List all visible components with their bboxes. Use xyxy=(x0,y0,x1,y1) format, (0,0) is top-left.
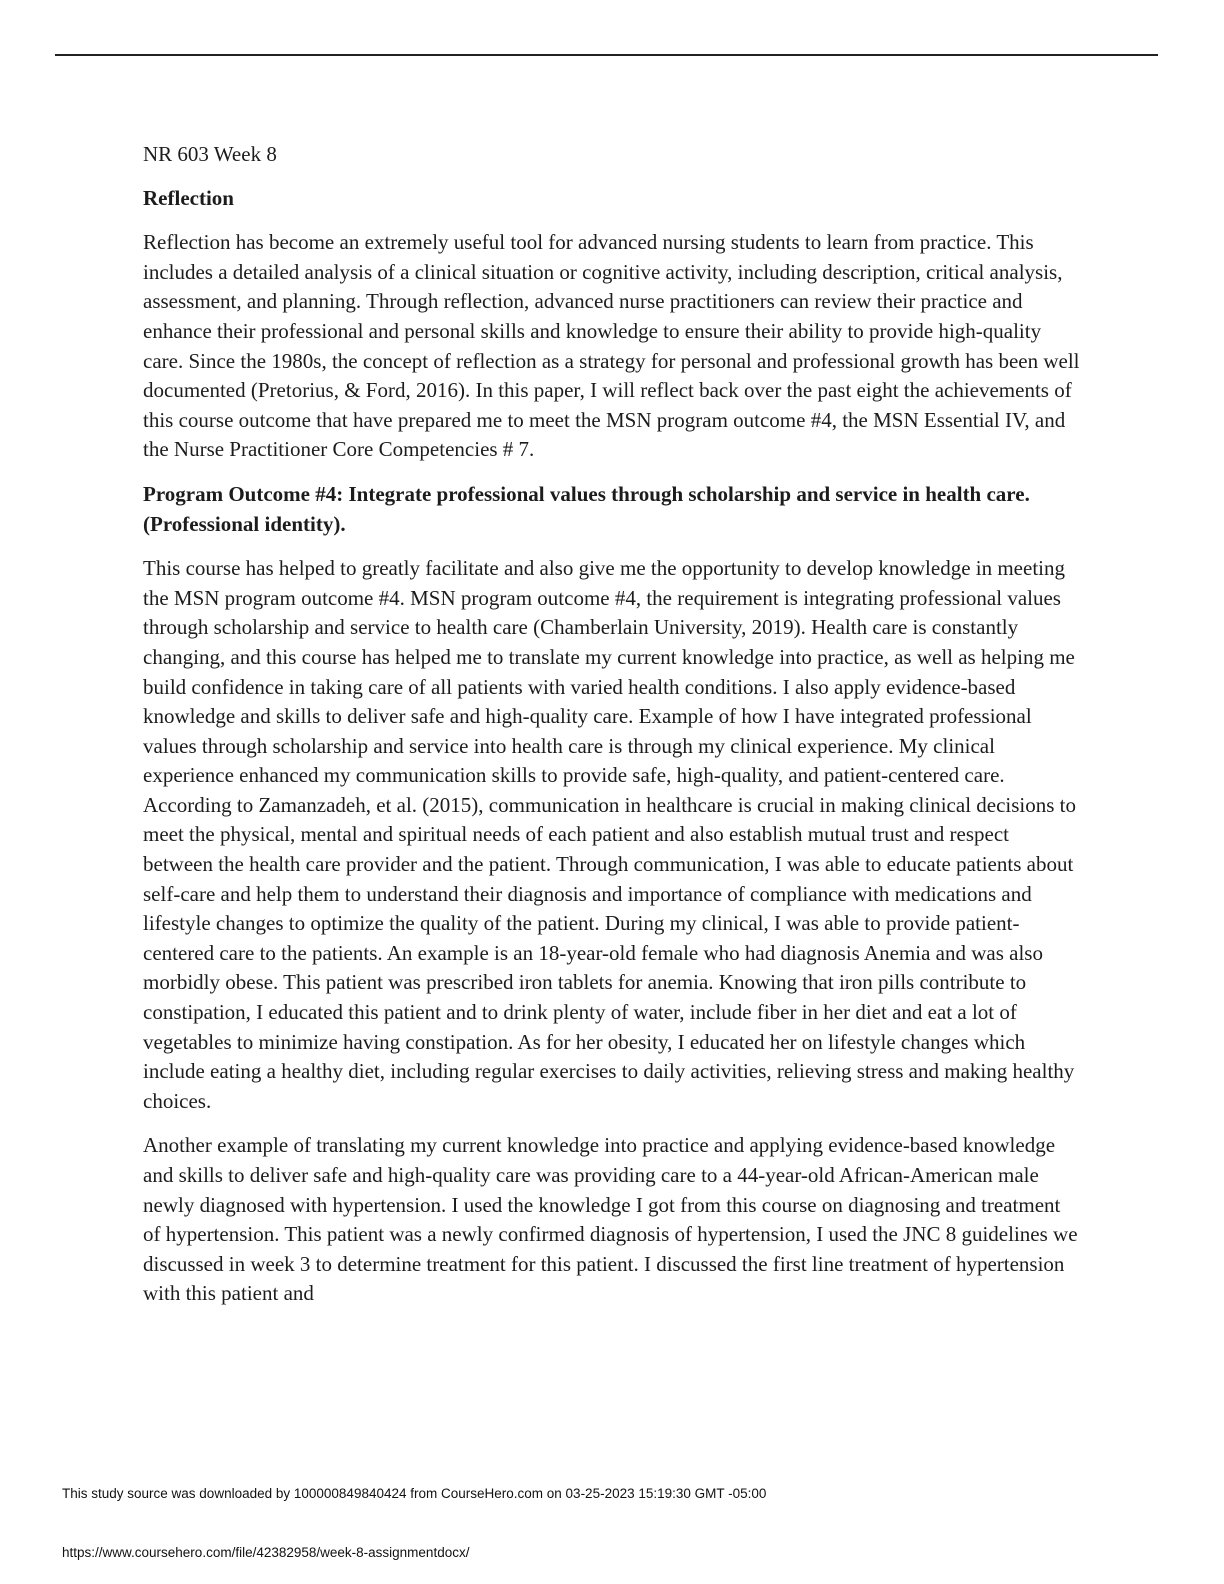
source-url: https://www.coursehero.com/file/42382958/week-8-assignmentdocx/ xyxy=(62,1545,470,1560)
document-title: Reflection xyxy=(143,185,234,210)
download-source-note: This study source was downloaded by 100000849840424 from CourseHero.com on 03-25-2023 15:19:30 GMT -05:00 xyxy=(62,1486,767,1501)
outcome-paragraph: This course has helped to greatly facilitate and also give me the opportunity to develop knowledge in meeting the MSN program outcome #4. MSN program outcome #4, the requirement is integrating professional values through scholarship and service to health care (Chamberlain University, 2019). Health care is constantly changing, and this course has helped me to translate my current knowledge into practice, as well as helping me build confidence in taking care of all patients with varied health conditions. I also apply evidence-based knowledge and skills to deliver safe and high-quality care. Example of how I have integrated professional values through scholarship and service into health care is through my clinical experience. My clinical experience enhanced my communication skills to provide safe, high-quality, and patient-centered care. According to Zamanzadeh, et al. (2015), communication in healthcare is crucial in making clinical decisions to meet the physical, mental and spiritual needs of each patient and also establish mutual trust and respect between the health care provider and the patient. Through communication, I was able to educate patients about self-care and help them to understand their diagnosis and importance of compliance with medications and lifestyle changes to optimize the quality of the patient. During my clinical, I was able to provide patient-centered care to the patients. An example is an 18-year-old female who had diagnosis Anemia and was also morbidly obese. This patient was prescribed iron tablets for anemia. Knowing that iron pills contribute to constipation, I educated this patient and to drink plenty of water, include fiber in her diet and eat a lot of vegetables to minimize having constipation. As for her obesity, I educated her on lifestyle changes which include eating a healthy diet, including regular exercises to daily activities, relieving stress and making healthy choices. xyxy=(143,556,1077,1113)
course-line: NR 603 Week 8 xyxy=(143,142,277,166)
intro-paragraph: Reflection has become an extremely useful tool for advanced nursing students to learn from practice. This includes a detailed analysis of a clinical situation or cognitive activity, including description, critical analysis, assessment, and planning. Through reflection, advanced nurse practitioners can review their practice and enhance their professional and personal skills and knowledge to ensure their ability to provide high-quality care. Since the 1980s, the concept of reflection as a strategy for personal and professional growth has been well documented (Pretorius, & Ford, 2016). In this paper, I will reflect back over the past eight the achievements of this course outcome that have prepared me to meet the MSN program outcome #4, the MSN Essential IV, and the Nurse Practitioner Core Competencies # 7. xyxy=(143,230,1080,462)
header-rule xyxy=(55,54,1158,56)
document-body xyxy=(143,140,1083,1324)
example-paragraph: Another example of translating my current knowledge into practice and applying evidence-based knowledge and skills to deliver safe and high-quality care was providing care to a 44-year-old African-American male newly diagnosed with hypertension. I used the knowledge I got from this course on diagnosing and treatment of hypertension. This patient was a newly confirmed diagnosis of hypertension, I used the JNC 8 guidelines we discussed in week 3 to determine treatment for this patient. I discussed the first line treatment of hypertension with this patient and xyxy=(143,1133,1078,1306)
program-outcome-heading: Program Outcome #4: Integrate professional values through scholarship and service in health care. (Professional identity). xyxy=(143,481,1030,536)
